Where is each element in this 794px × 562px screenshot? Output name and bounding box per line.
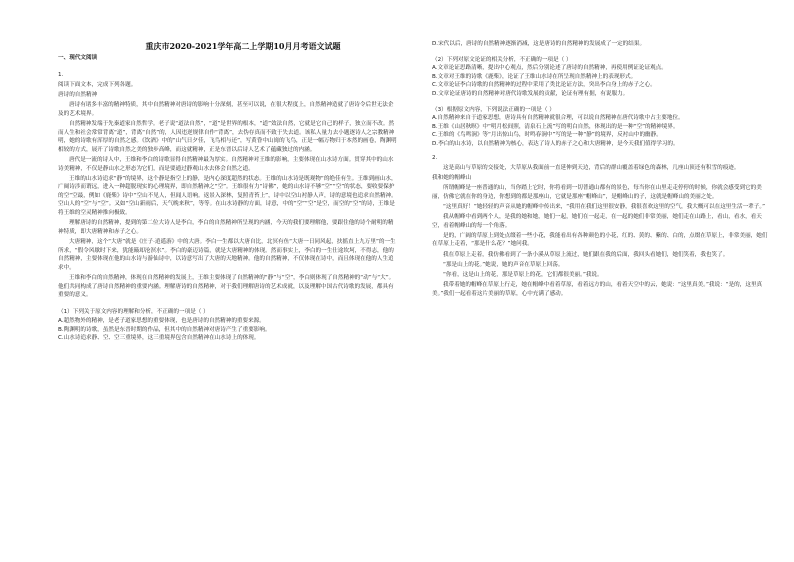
- paragraph: 自然精神发端于先秦道家自然哲学。老子说“道法自然”，“道”是世界的根本，“道”效法自然，它就是它自己的样子，独立而不改。然而人生和社会常常背离“道”，背离“自然”的，人因违逆规律自作“背离”，去伪存真而不致于失去道。该私人量力去小题逐诗人之宗教精神明，她的诗歌有浑厚的自然之感。《饮酒》中的“山气日夕佳，飞鸟相与还”，写黄昏中山崗的飞鸟，正是一幅万物归于本然的画卷，陶渊明相较的方式，展开了诗歌自然之美的独步高峰，而这就精神，正是东晋以后诗人艺术了蕴藏独过的内涵。: [58, 120, 397, 153]
- option: D.李白的山水诗，以自然精神为核心，表达了诗人的赤子之心和大唐精神，是今天我们值得学习的。: [432, 140, 679, 147]
- paragraph: 王维的山水诗追求“静”的境界，这个静是指空上的静，是内心深度超然的状态。王维的山水诗是既观物“的绝佳有生。王维到画山水，广阔诗涉而谓远，进入一种超脱现实的心理境界，即自然精神之“空”。王维很有力“诗佛”，她的山水诗不够“空”“空”的状态，要收要保护的空“空最，例如《鹿柴》诗中“空山不见人，但闻人语响。返景入深林，复照青苔上”，诗中以空山衬静人声，诗的意境也追求自然精神。空山人的“空”与“空”。又如“空山新雨后，天气晚来秋”，等等。在山水诗静的方面，诗意，中的“空”“空”是空，而空的“空”的诗，王维是将王维的空灵精神推向极致。: [58, 175, 397, 217]
- option: D.宋代以后，唐诗的自然精神逐渐消减，这是唐诗的自然精神的发展成了一定的结果。: [432, 41, 646, 47]
- option: B.王维《山居秋暝》中“明月松间照，清泉石上流”写的明白自然，体现出的是一种“空”的精神境界。: [432, 123, 679, 130]
- paragraph: 我带着她的帽峰在草原上行走，她在帽峰中看着草原，看着远方的山，看着天空中的云，她说：“这里真美。”我说：“是的，这里真美。”我们一起看着这片美丽的草原，心中充满了感动。: [432, 282, 763, 297]
- option: A.自然精神来自于道家思想，唐诗具有自然精神就很合理，可以说自然精神在唐代诗歌中占主要地位。: [432, 115, 684, 122]
- option: C.山水诗追求静、空、空三重境界，这三重境界包含自然精神在山水诗上的体现。: [58, 335, 260, 342]
- paragraph: 这是高山与草原的交接处，大草原从我面前一直延伸到天边，背后的群山覆盖着绿色的森林，几座山顶还有积雪的痕迹。: [443, 164, 740, 171]
- section-heading: 一、现代文阅读: [58, 55, 98, 61]
- option: B.文章对王维的诗歌《鹿柴》，论证了王维山水诗在所呈现自然精神上的表现形式。: [432, 73, 637, 80]
- question-intro: 阅读下面文本，完成下列各题。: [58, 81, 137, 88]
- paragraph: 我从帽峰中看到两个人，是我的她和她，她们一起，她们在一起走，在一起的她们非常美丽，她们走在山路上，看山，看水，看天空，看着帽峰山的每一个角落。: [432, 214, 762, 229]
- question-number: 1.: [58, 71, 64, 78]
- sub-question: （3）根据原文内容，下列说法正确的一项是（ ）: [432, 106, 555, 113]
- paragraph: “这里真好！”她轻轻的声音从她的帽峰中传出来，“我用在我们这里很安静，我很喜欢这里的空气，我大概可以在这里生活一辈子。”: [443, 203, 766, 210]
- option: C.王维的《鸟鸣涧》等“月出惊山鸟，时鸣春涧中”写的是一种“静”的境界，反衬山中的幽静。: [432, 132, 662, 139]
- paragraph: 理解唐诗的自然精神，提到的第二位大诗人是李白，李白的自然精神所呈现的内涵，今天的我们要理解他，要跟住他的诗个耐明的精神特质，即大唐精神和赤子之心。: [58, 220, 394, 235]
- option: A.超然物外的精神，是老子道家思想的重要体现，也是唐诗的自然精神的重要来源。: [58, 317, 265, 324]
- paragraph: 所谓帽峰是一座普通的山，当你踏上它时，你将看到一切普通山都有的景色，每当你在山里走走停停的时候，你就会感受到它的美丽，仿佛它就在你的身边，你想到的都是那座山，它就是那座“帽峰山”，是帽峰山的子，这就是帽峰山的美丽之处。: [432, 185, 762, 200]
- sub-question: （2）下列对原文论证的相关分析，不正确的一项是（ ）: [432, 56, 572, 63]
- right-column: [432, 40, 770, 300]
- option: A.文章论证思路清晰，提出中心观点，然后分别论述了唐诗的自然精神，再使用例证论证观点。: [432, 65, 667, 72]
- paragraph: 是的，广阔的草原上到处点缀着一些小花，我能看出有各种颜色的小花，红的、黄的、紫的、白的，点缀在草原上，非常美丽，她们在草原上走着，“那是什么花？”她问我。: [432, 232, 768, 248]
- option: C.文章论证李白诗歌的自然精神的过程中采用了类比论证方法，突出李白身上的赤子之心。: [432, 82, 656, 89]
- question-number: 2.: [432, 154, 438, 161]
- left-column: [58, 34, 398, 343]
- paragraph: 唐代是一流的诗人中，王维和李白的诗歌显得自然精神最为厚实。自然精神对王维的影响，主要体现在山水诗方面。贯穿其中的山水诗美精神，不仅是静山水之形态为它们，而是要通过静观山水去体会自然之道。: [58, 156, 394, 172]
- paragraph: 大唐精神，这个“大唐”就是《庄子·逍遥游》中的大唐。李白一生都以大唐自比，北冥有鱼“大唐一日同风起，扶摇直上九万里”的一生所求，“假令风歇时下来，犹能簸却沧溟水”。李白的豪迈诗篇，就是大唐精神的体现。然而事实上，李白的一生仕途坎坷，不得志，他的自然精神，主要体现在他的山水诗与游仙诗中，以诗意写出了大唐的天地精神。他的自然精神，不仅体现在诗中，而且体现在他的人生追求中。: [58, 239, 396, 271]
- document-title: 重庆市2020-2021学年高二上学期10月月考语文试题: [145, 41, 341, 51]
- option: D.文章论证唐诗的自然精神对唐代诗歌发展的贡献，论证有理有据，有说服力。: [432, 90, 629, 97]
- paragraph: “那是山上的花。”她说，她的声音在草原上回荡。: [443, 261, 564, 268]
- passage-title: 唐诗的自然精神: [58, 91, 98, 98]
- paragraph: “你看，这是山上的花，那是草原上的花，它们都很美丽。”我说。: [443, 272, 603, 278]
- paragraph: 我在草原上走着，我仿佛看到了一条小溪从草原上流过，她们跟在我的后面，我回头看她们，她们笑着，我也笑了。: [443, 251, 729, 258]
- paragraph: 王维和李白的自然精神，体现在自然精神的发展上，王维主要体现了自然精神的“静”与“空”，李白则体现了自然精神的“动”与“大”。他们共同构成了唐诗自然精神的重要内涵。理解唐诗的自然精神，对于我们理解唐诗的艺术成就，以及理解中国古代诗歌的发展，都具有重要的意义。: [58, 275, 395, 299]
- passage-title: 我和她的帽峰山: [432, 174, 472, 181]
- sub-question: （1）下列关于原文内容的理解和分析，不正确的一项是（ ）: [58, 309, 209, 316]
- paragraph: 唐诗有诸多丰富的精神特质，其中自然精神对唐诗的影响十分深刻，甚至可以说，在很大程度上，自然精神造就了唐诗令后世无法企及的艺术境界。: [58, 102, 394, 117]
- option: B.陶渊明的诗歌，虽然是东晋时期的作品，但其中的自然精神对唐诗产生了重要影响。: [58, 326, 271, 333]
